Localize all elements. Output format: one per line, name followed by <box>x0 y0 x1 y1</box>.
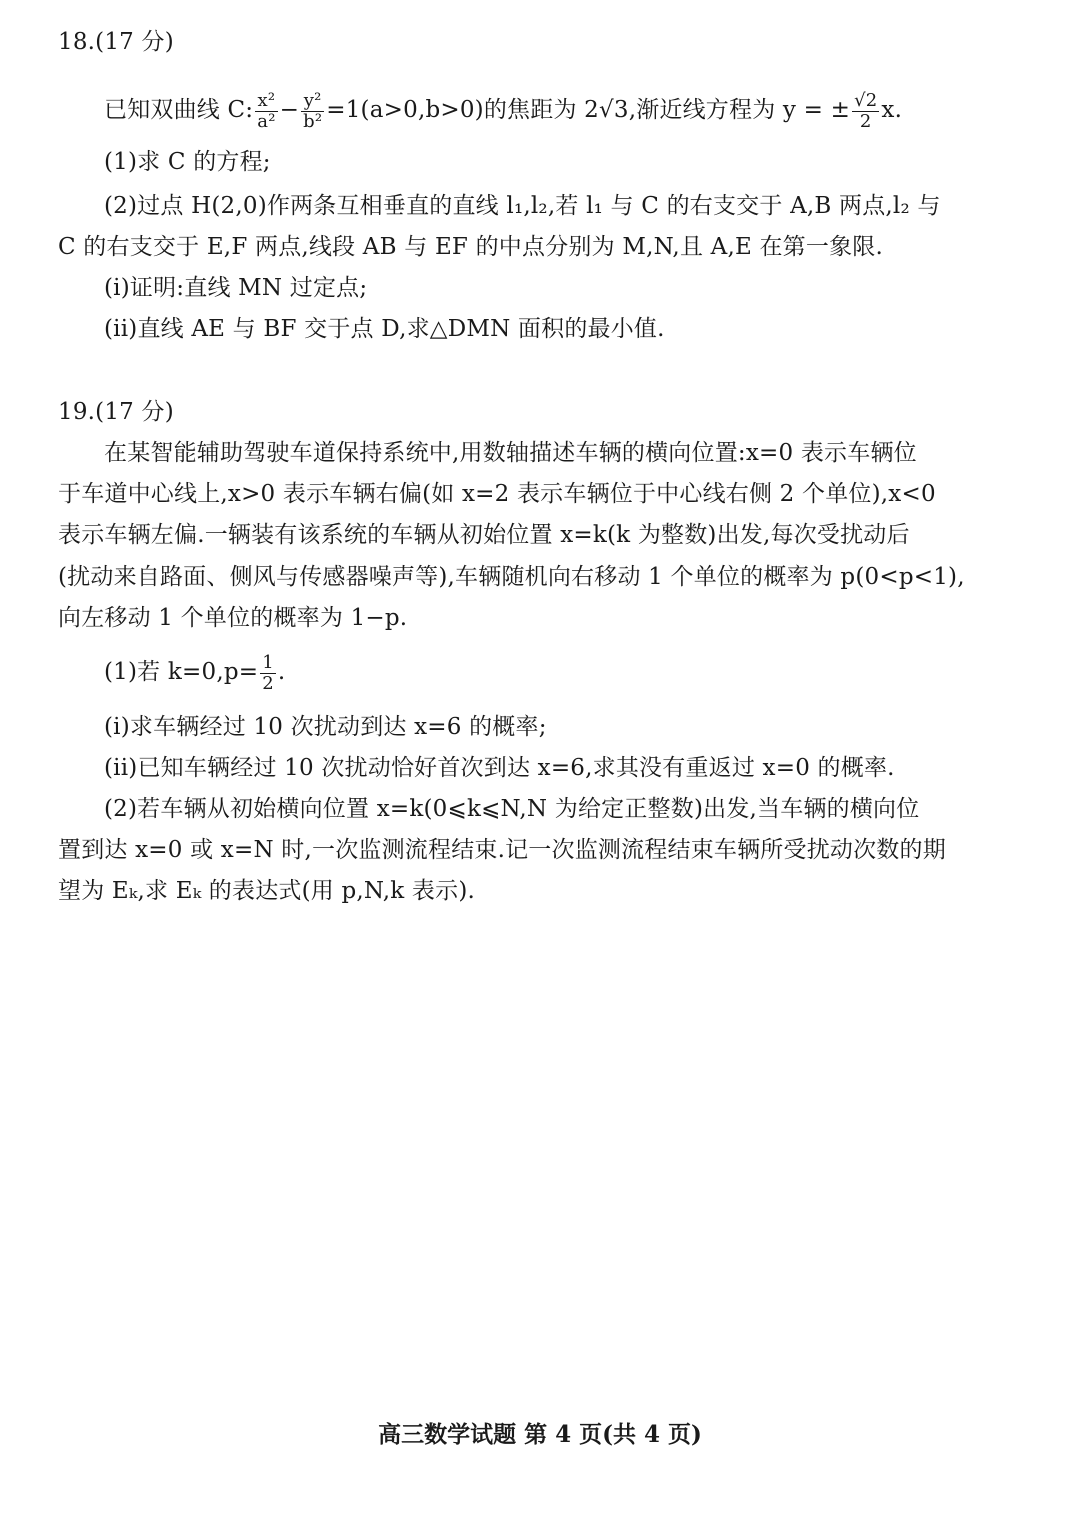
q18-sub-i: (i)证明:直线 MN 过定点; <box>104 275 368 301</box>
q19-part2-line: 望为 Eₖ,求 Eₖ 的表达式(用 p,N,k 表示). <box>58 878 476 904</box>
q19-stem-line: (扰动来自路面、侧风与传感器噪声等),车辆随机向右移动 1 个单位的概率为 p(0<p<1), <box>58 564 965 590</box>
q19-header: 19.(17 分) <box>58 399 174 425</box>
frac-numerator: x² <box>255 91 277 112</box>
q19-sub-i: (i)求车辆经过 10 次扰动到达 x=6 的概率; <box>104 714 547 740</box>
q18-part1: (1)求 C 的方程; <box>104 149 271 175</box>
q19-part1 <box>104 650 285 694</box>
fraction-x2-over-a2 <box>255 91 277 132</box>
q18-part2-line2: C 的右支交于 E,F 两点,线段 AB 与 EF 的中点分别为 M,N,且 A,E 在第一象限. <box>58 234 883 260</box>
q19-stem-line: 在某智能辅助驾驶车道保持系统中,用数轴描述车辆的横向位置:x=0 表示车辆位 <box>104 440 917 466</box>
q18-stem <box>104 88 902 132</box>
q19-part2-line: (2)若车辆从初始横向位置 x=k(0⩽k⩽N,N 为给定正整数)出发,当车辆的横向位 <box>104 796 920 822</box>
q18-header: 18.(17 分) <box>58 29 174 55</box>
fraction-one-half <box>260 653 276 694</box>
q19-part1-text: (1)若 k=0,p= <box>104 659 259 685</box>
fraction-sqrt2-over-2 <box>852 91 879 132</box>
q18-stem-c: x. <box>881 97 903 123</box>
q19-part2-line: 置到达 x=0 或 x=N 时,一次监测流程结束.记一次监测流程结束车辆所受扰动次数的期 <box>58 837 946 863</box>
frac-denominator: a² <box>257 110 276 132</box>
frac-denominator: 2 <box>262 672 274 694</box>
q19-stem-line: 表示车辆左偏.一辆装有该系统的车辆从初始位置 x=k(k 为整数)出发,每次受扰动后 <box>58 522 910 548</box>
frac-numerator: y² <box>301 91 324 112</box>
q19-sub-ii: (ii)已知车辆经过 10 次扰动恰好首次到达 x=6,求其没有重返过 x=0 的概率. <box>104 755 895 781</box>
frac-numerator: √2 <box>854 89 878 111</box>
q19-part1-period: . <box>277 659 286 685</box>
q18-stem-b: =1(a>0,b>0)的焦距为 2√3,渐近线方程为 y = ± <box>326 97 851 123</box>
q19-stem-line: 于车道中心线上,x>0 表示车辆右偏(如 x=2 表示车辆位于中心线右侧 2 个单位),x<0 <box>58 481 936 507</box>
frac-denominator: 2 <box>859 110 872 132</box>
frac-denominator: b² <box>303 110 323 132</box>
q18-sub-ii: (ii)直线 AE 与 BF 交于点 D,求△DMN 面积的最小值. <box>104 316 665 342</box>
q18-part2-line1: (2)过点 H(2,0)作两条互相垂直的直线 l₁,l₂,若 l₁ 与 C 的右支交于 A,B 两点,l₂ 与 <box>104 193 941 219</box>
fraction-y2-over-b2 <box>301 91 324 132</box>
page-footer: 高三数学试题 第 4 页(共 4 页) <box>378 1421 702 1448</box>
q18-stem-a: 已知双曲线 C: <box>104 97 254 123</box>
q19-stem-line: 向左移动 1 个单位的概率为 1−p. <box>58 605 408 631</box>
frac-numerator: 1 <box>262 651 274 673</box>
minus-sign: − <box>279 97 300 123</box>
